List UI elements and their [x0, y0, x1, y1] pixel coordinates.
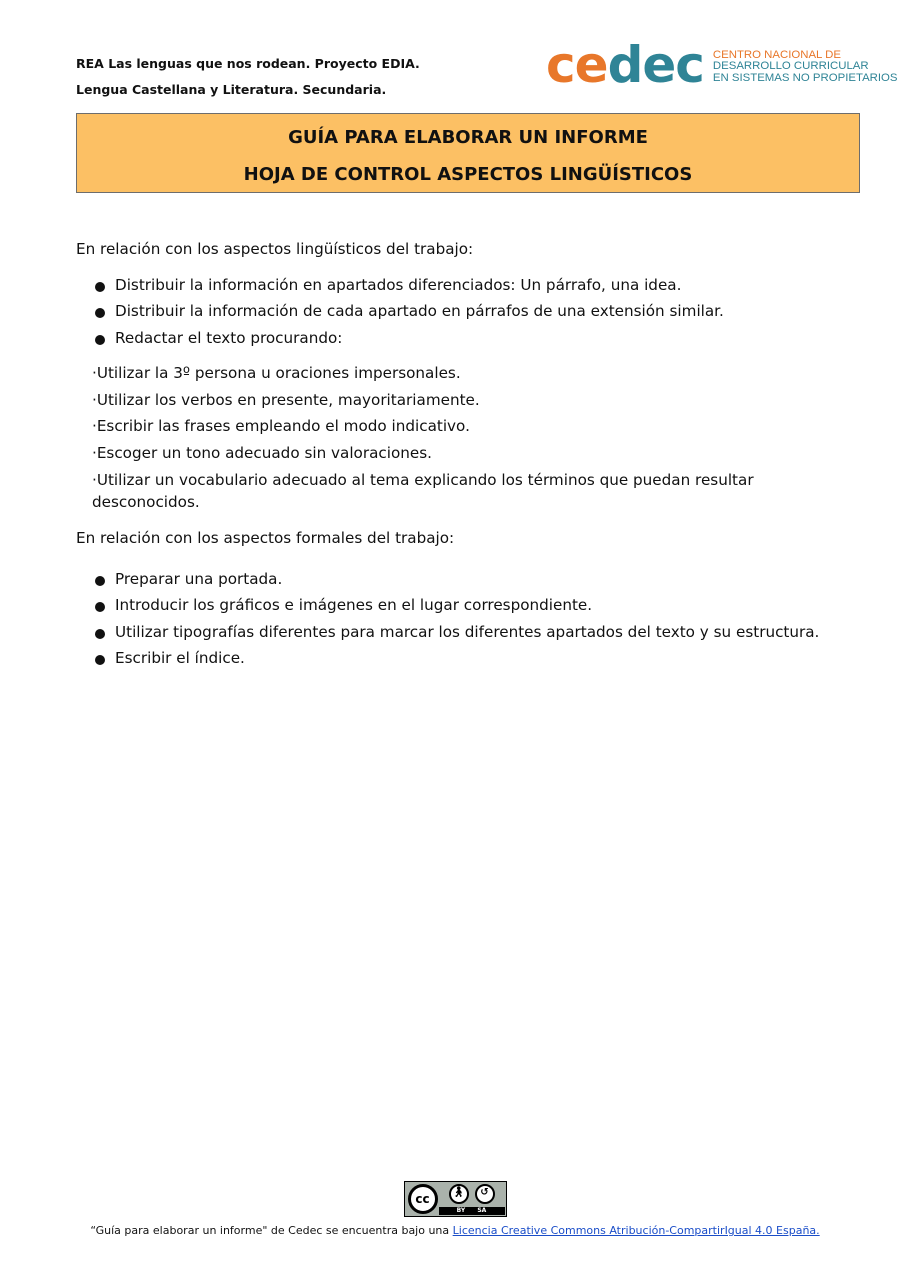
license-notice — [0, 1224, 910, 1237]
cc-sa-icon: ↺ — [475, 1184, 495, 1204]
logo-subtitle-line-1: CENTRO NACIONAL DE — [712, 48, 841, 61]
header-line-2: Lengua Castellana y Literatura. Secundaria. — [76, 82, 387, 97]
list-item-text: Utilizar tipografías diferentes para marcar los diferentes apartados del texto y su estructura. — [115, 622, 820, 641]
title-line-2: HOJA DE CONTROL ASPECTOS LINGÜÍSTICOS — [243, 164, 693, 185]
cc-badge-labels — [439, 1207, 505, 1215]
list-item-text: Distribuir la información de cada apartado en párrafos de una extensión similar. — [115, 302, 724, 320]
header-left — [76, 51, 420, 103]
guideline-item: ·Utilizar los verbos en presente, mayoritariamente. — [92, 390, 480, 409]
logo-subtitle-line-3: EN SISTEMAS NO PROPIETARIOS — [712, 71, 898, 84]
logo-word-part-2: dec — [607, 36, 704, 94]
section1-heading: En relación con los aspectos lingüísticos del trabajo: — [76, 240, 474, 258]
list-item — [76, 298, 866, 325]
license-notice-text: “Guía para elaborar un informe" de Cedec se encuentra bajo una — [90, 1224, 453, 1237]
guideline-item: ·Utilizar la 3º persona u oraciones impersonales. — [92, 364, 461, 382]
cc-by-icon: 🚶︎ — [449, 1184, 469, 1204]
list-item — [76, 619, 866, 646]
list-item-text: Introducir los gráficos e imágenes en el lugar correspondiente. — [115, 596, 593, 614]
section1-bullet-list — [76, 272, 866, 352]
list-item-text: Distribuir la información en apartados diferenciados: Un párrafo, una idea. — [115, 275, 682, 294]
title-box — [76, 113, 860, 193]
list-item-text: Redactar el texto procurando: — [115, 328, 343, 347]
cedec-logo — [546, 36, 898, 94]
document-body — [76, 236, 866, 672]
list-item — [76, 325, 866, 352]
license-link[interactable]: Licencia Creative Commons Atribución-CompartirIgual 4.0 España. — [452, 1224, 820, 1237]
bullet-icon — [95, 629, 105, 639]
section2-bullet-list — [76, 566, 866, 672]
bullet-icon — [95, 602, 105, 612]
bullet-icon — [95, 655, 105, 665]
guideline-item: ·Utilizar un vocabulario adecuado al tema explicando los términos que puedan resultar desconocidos. — [92, 471, 754, 511]
bullet-icon — [95, 576, 105, 586]
logo-subtitle — [713, 50, 898, 85]
cc-license-badge[interactable] — [404, 1181, 507, 1217]
footer — [0, 1181, 910, 1237]
bullet-icon — [95, 335, 105, 345]
header-line-1: REA Las lenguas que nos rodean. Proyecto EDIA. — [76, 56, 420, 71]
guideline-item: ·Escribir las frases empleando el modo indicativo. — [92, 417, 470, 435]
logo-subtitle-line-2: DESARROLLO CURRICULAR — [712, 60, 869, 73]
list-item-text: Escribir el índice. — [115, 649, 245, 667]
list-item — [76, 566, 866, 593]
guideline-item: ·Escoger un tono adecuado sin valoraciones. — [92, 443, 432, 462]
writing-guidelines-list — [76, 360, 866, 513]
bullet-icon — [95, 282, 105, 292]
logo-wordmark — [546, 36, 704, 94]
section2-heading: En relación con los aspectos formales del trabajo: — [76, 529, 455, 547]
cc-by-label: BY — [456, 1207, 466, 1214]
bullet-icon — [95, 308, 105, 318]
list-item — [76, 272, 866, 299]
title-line-1: GUÍA PARA ELABORAR UN INFORME — [288, 127, 648, 148]
logo-word-part-1: ce — [546, 36, 608, 94]
list-item — [76, 645, 866, 672]
list-item-text: Preparar una portada. — [115, 569, 283, 588]
cc-icon: cc — [408, 1184, 438, 1214]
list-item — [76, 592, 866, 619]
cc-sa-label: SA — [477, 1207, 487, 1214]
